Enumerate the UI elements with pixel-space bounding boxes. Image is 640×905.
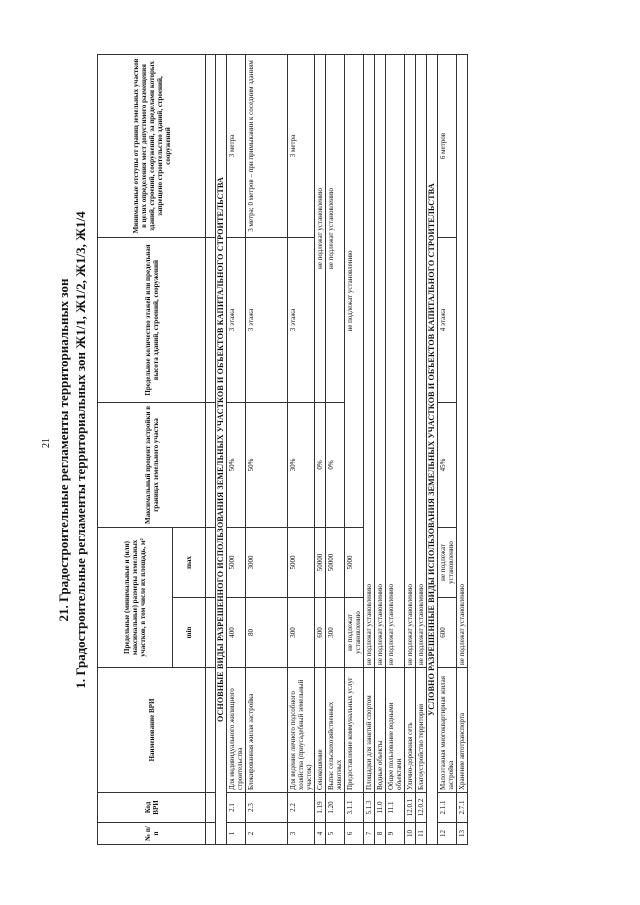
row-name: Блокированная жилая застройка — [246, 668, 288, 793]
row-code: 2.1.1 — [438, 793, 457, 823]
row-floors: 3 этажа — [246, 238, 288, 403]
table-row — [416, 55, 427, 845]
table-row — [288, 55, 315, 845]
row-code: 2.7.1 — [457, 793, 468, 823]
table-row — [405, 55, 416, 845]
table-row — [438, 55, 457, 845]
row-name: Малоэтажная многоквартирная жилая застройка — [438, 668, 457, 793]
row-num: 4 — [315, 823, 326, 845]
header-name: Наименование ВРИ — [98, 668, 206, 793]
row-name: Предоставление коммунальных услуг — [345, 668, 364, 793]
row-floors: 4 этажа — [438, 238, 457, 403]
sub-heading: 1. Градостроительные регламенты территориальных зон Ж1/1, Ж1/2, Ж1/3, Ж1/4 — [73, 211, 88, 689]
row-num: 8 — [375, 823, 386, 845]
row-num: 13 — [457, 823, 468, 845]
row-min: 400 — [227, 598, 246, 668]
row-not-set: не подлежат установлению — [416, 55, 427, 668]
row-name: Площадки для занятий спортом — [364, 668, 375, 793]
row-max: 3000 — [246, 528, 288, 598]
row-num: 10 — [405, 823, 416, 845]
header-floors: Предельное количество этажей или предельная высота зданий, строений, сооружений — [98, 238, 206, 403]
header-min: min — [173, 598, 206, 668]
row-code: 11.1 — [386, 793, 405, 823]
row-min: 600 — [315, 598, 326, 668]
row-code: 1.19 — [315, 793, 326, 823]
table-row — [246, 55, 288, 845]
table-row — [315, 55, 326, 845]
row-min: не подлежат установлению — [345, 598, 364, 668]
row-setback: 3 метра — [288, 55, 315, 238]
table-row — [386, 55, 405, 845]
empty-number-row — [206, 55, 216, 845]
section-main-title: ОСНОВНЫЕ ВИДЫ РАЗРЕШЕННОГО ИСПОЛЬЗОВАНИЯ ЗЕМЕЛЬНЫХ УЧАСТКОВ И ОБЪЕКТОВ КАПИТАЛЬНОГО СТРОИТЕЛЬСТВА — [216, 55, 227, 845]
row-max: 50000 — [326, 528, 345, 598]
row-code: 11.0 — [375, 793, 386, 823]
row-name: Сенокошение — [315, 668, 326, 793]
row-name: Общее пользование водными объектами — [386, 668, 405, 793]
row-not-set: не подлежат установлению — [457, 55, 468, 668]
row-code: 2.2 — [288, 793, 315, 823]
row-name: Водные объекты — [375, 668, 386, 793]
row-percent: 50% — [246, 403, 288, 528]
row-name: Для ведения личного подсобного хозяйства (приусадебный земельный участок) — [288, 668, 315, 793]
header-size-group: Предельные (минимальные и (или) максимальные) размеры земельных участков, в том числе их площадь, м² — [98, 528, 173, 668]
row-code: 12.0.1 — [405, 793, 416, 823]
main-heading: 21. Градостроительные регламенты территориальных зон — [56, 278, 71, 622]
row-num: 11 — [416, 823, 427, 845]
section-conditional-title: УСЛОВНО РАЗРЕШЕННЫЕ ВИДЫ ИСПОЛЬЗОВАНИЯ ЗЕМЕЛЬНЫХ УЧАСТКОВ И ОБЪЕКТОВ КАПИТАЛЬНОГО СТРОИТЕЛЬСТВА — [427, 55, 438, 845]
row-num: 3 — [288, 823, 315, 845]
table-row — [227, 55, 246, 845]
table-row — [345, 55, 364, 845]
row-num: 9 — [386, 823, 405, 845]
row-not-set: не подлежат установлению — [405, 55, 416, 668]
row-setback: 6 метров — [438, 55, 457, 238]
header-max: max — [173, 528, 206, 598]
row-percent: 50% — [227, 403, 246, 528]
header-num: № п/п — [98, 823, 206, 845]
row-percent: 0% — [326, 403, 345, 528]
row-max: 5000 — [288, 528, 315, 598]
row-max: 5000 — [227, 528, 246, 598]
table-row — [375, 55, 386, 845]
table-row — [457, 55, 468, 845]
row-min: 300 — [326, 598, 345, 668]
table-row — [364, 55, 375, 845]
row-name: Улично-дорожная сеть — [405, 668, 416, 793]
row-not-set: не подлежат установлению — [326, 55, 345, 403]
row-code: 2.3 — [246, 793, 288, 823]
page-number: 21 — [41, 438, 52, 448]
row-max: 5000 — [345, 528, 364, 598]
row-setback: 3 метра — [227, 55, 246, 238]
row-max: не подлежат установлению — [438, 528, 457, 598]
row-num: 1 — [227, 823, 246, 845]
row-code: 12.0.2 — [416, 793, 427, 823]
row-num: 7 — [364, 823, 375, 845]
row-min: 80 — [246, 598, 288, 668]
row-floors: 3 этажа — [227, 238, 246, 403]
header-percent: Максимальный процент застройки в границах земельного участка — [98, 403, 206, 528]
row-min: 600 — [438, 598, 457, 668]
rotated-page-content — [55, 55, 565, 845]
row-name: Выпас сельскохозяйственных животных — [326, 668, 345, 793]
row-not-set: не подлежат установлению — [386, 55, 405, 668]
row-code: 1.20 — [326, 793, 345, 823]
row-code: 5.1.3 — [364, 793, 375, 823]
row-code: 2.1 — [227, 793, 246, 823]
header-setback: Минимальные отступы от границ земельных участков в целях определения мест допустимого размещения зданий, строений, сооружений, за пределами которых запрещено строительство зданий, строений, сооружений — [98, 55, 206, 238]
row-code: 3.1.1 — [345, 793, 364, 823]
row-not-set: не подлежат установлению — [315, 55, 326, 403]
regulations-table — [97, 54, 468, 845]
header-code: Код ВРИ — [98, 793, 206, 823]
row-name: Благоустройство территории — [416, 668, 427, 793]
row-not-set: не подлежат установлению — [345, 55, 364, 528]
row-name: Хранение автотранспорта — [457, 668, 468, 793]
row-percent: 45% — [438, 403, 457, 528]
row-max: 50000 — [315, 528, 326, 598]
row-percent: 30% — [288, 403, 315, 528]
row-num: 12 — [438, 823, 457, 845]
row-not-set: не подлежат установлению — [375, 55, 386, 668]
row-percent: 0% — [315, 403, 326, 528]
row-num: 6 — [345, 823, 364, 845]
row-setback: 3 метра; 0 метров – при примыкании к соседним зданиям — [246, 55, 288, 238]
row-floors: 3 этажа — [288, 238, 315, 403]
row-not-set: не подлежат установлению — [364, 55, 375, 668]
row-num: 2 — [246, 823, 288, 845]
table-row — [326, 55, 345, 845]
row-num: 5 — [326, 823, 345, 845]
row-name: Для индивидуального жилищного строительства — [227, 668, 246, 793]
row-min: 300 — [288, 598, 315, 668]
